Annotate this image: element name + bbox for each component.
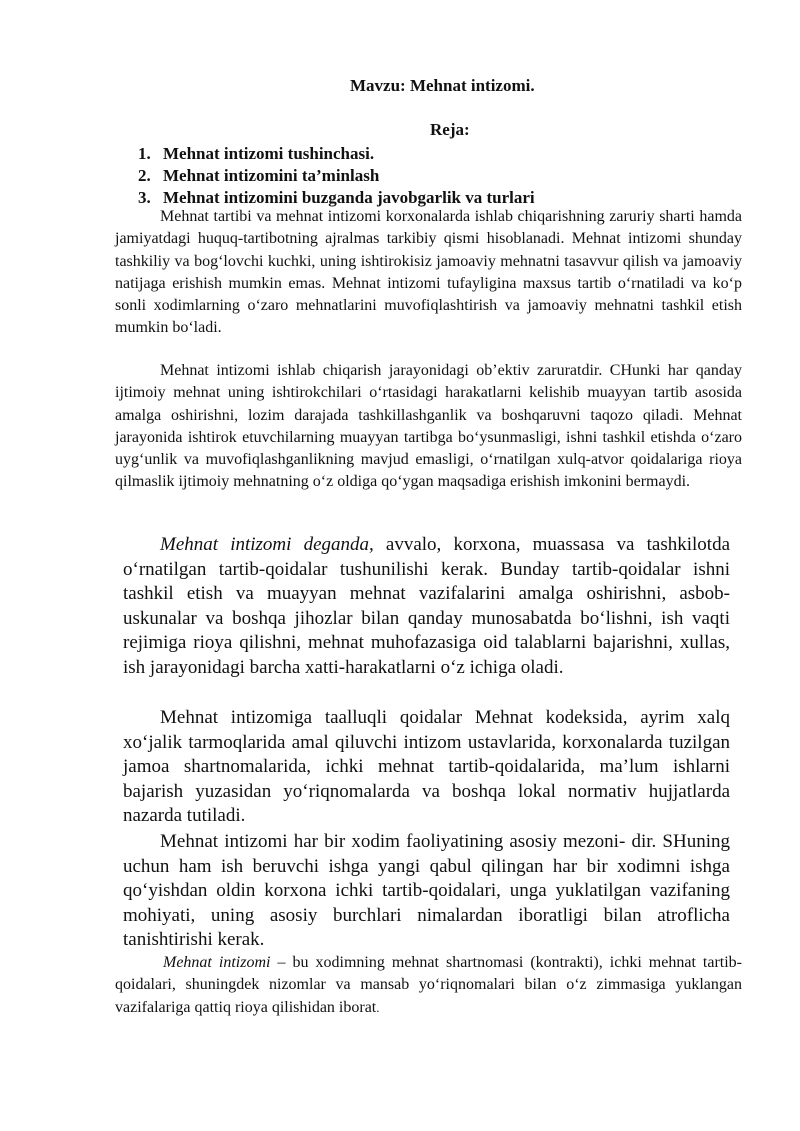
paragraph-rest: avvalo, korxona, muassasa va tashkilotda o‘rnatilgan tartib-qoidalar tushunilishi kerak. Bunday tartib-qoidalar ishni tashkil etish va muayyan mehnat vazifalarini amalga oshirishni, asbob-uskunalar va boshqa jihozlar bilan qanday munosabatda bo‘lishni, ish vaqti rejimiga rioya qilishni, mehnat muhofazasiga oid talablarni bajarishni, xullas, ish jarayonidagi barcha xatti-harakatlarni o‘z ichiga oladi. <box>123 534 730 678</box>
plan-item <box>138 165 535 187</box>
plan-item-number: 3. <box>138 188 151 207</box>
italic-term: Mehnat intizomi deganda, <box>160 534 374 555</box>
paragraph-end-mark: . <box>376 999 380 1015</box>
paragraph-rest: – bu xodimning mehnat shartnomasi (kontrakti), ichki mehnat tartib-qoidalari, shuningdek nizomlar va mansab yo‘riqnomalari bilan o‘z zimmasiga yuklangan vazifalariga qattiq rioya qilishidan iborat <box>115 954 743 1016</box>
paragraph-text: Mehnat tartibi va mehnat intizomi korxonalarda ishlab chiqarishning zaruriy sharti hamda jamiyatdagi huquq-tartibotning ajralmas tarkibiy qismi hisoblanadi. Mehnat intizomi shunday tashkiliy va bog‘lovchi kuchki, uning ishtirokisiz jamoaviy mehnatni tasavvur qilish va jamoaviy natijaga erishish mumkin emas. Mehnat intizomi tufayligina maxsus tartib o‘rnatiladi va ko‘p sonli xodimlarning o‘zaro mehnatlarini muvofiqlashtirish va jamoaviy mehnatni tashkil etish mumkin bo‘ladi. <box>115 208 742 337</box>
plan-item-number: 2. <box>138 166 151 185</box>
plan-heading: Reja: <box>430 120 470 139</box>
plan-list <box>138 143 535 209</box>
paragraph-objective-necessity <box>115 360 742 494</box>
plan-item-text: Mehnat intizomini ta’minlash <box>163 166 380 185</box>
paragraph-text: Mehnat intizomiga taalluqli qoidalar Mehnat kodeksida, ayrim xalq xo‘jalik tarmoqlarida amal qiluvchi intizom ustavlarida, korxonalarda tuzilgan jamoa shartnomalarida, ichki mehnat tartib-qoidalarida, ma’lum ishlarni bajarish yuzasidan yo‘riqnomalarda va boshqa lokal normativ hujjatlarda nazarda tutiladi. <box>123 707 730 826</box>
paragraph-text: Mehnat intizomi har bir xodim faoliyatining asosiy mezoni- dir. SHuning uchun ham ish beruvchi ishga yangi qabul qilingan har bir xodimni ishga qo‘yishdan oldin korxona ichki tartib-qoidalari, unga yuklatilgan vazifaning mohiyati, uning asosiy burchlari nimalardan iboratligi bilan atroflicha tanishtirishi kerak. <box>123 831 730 950</box>
paragraph-rules-meaning <box>123 533 730 680</box>
paragraph-text <box>115 952 742 1019</box>
plan-item-text: Mehnat intizomini buzganda javobgarlik va turlari <box>163 188 535 207</box>
paragraph-text: Mehnat intizomi ishlab chiqarish jarayonidagi ob’ektiv zaruratdir. CHunki har qanday ijtimoiy mehnat uning ishtirokchilari o‘rtasidagi harakatlarni kelishib muayyan tartib asosida amalga oshirishni, lozim darajada tashkillashganlik va boshqaruvni taqozo qiladi. Mehnat jarayonida ishtirok etuvchilarning muayyan tartibga bo‘ysunmasligi, ishni tashkil etishda o‘zaro uyg‘unlik va muvofiqlashganlikning mavjud emasligi, o‘rnatilgan xulq-atvor qoidalariga rioya qilmaslik ijtimoiy mehnatning o‘z oldiga qo‘ygan maqsadiga erishish imkonini bermaydi. <box>115 362 742 491</box>
paragraph-discipline-definition <box>115 206 742 340</box>
plan-item <box>138 143 535 165</box>
paragraph-text <box>123 533 730 680</box>
document-title: Mavzu: Mehnat intizomi. <box>350 76 535 95</box>
paragraph-employee-criteria <box>123 830 730 953</box>
italic-term: Mehnat intizomi <box>163 954 271 971</box>
plan-item-number: 1. <box>138 144 151 163</box>
paragraph-definition-summary <box>115 952 742 1019</box>
plan-item-text: Mehnat intizomi tushinchasi. <box>163 144 375 163</box>
paragraph-legal-sources <box>123 706 730 829</box>
